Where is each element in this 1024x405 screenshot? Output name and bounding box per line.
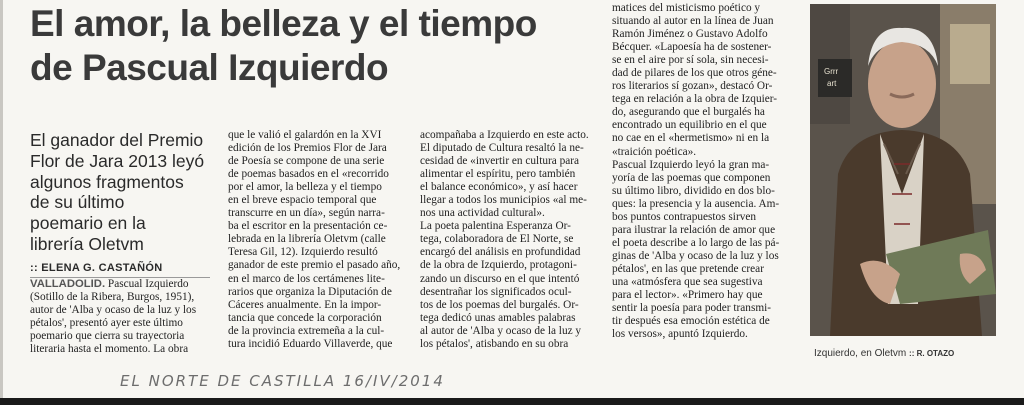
photo-sign-text: Grrr bbox=[824, 67, 839, 76]
body-line: que le valió el galardón en la XVI bbox=[228, 129, 382, 141]
body-line: do, asegurando que el burgalés ha bbox=[612, 106, 765, 119]
text-column-3 bbox=[420, 129, 608, 351]
svg-text:art: art bbox=[827, 79, 837, 88]
body-line: el balance económico», y así hacer bbox=[420, 181, 578, 194]
body-line: dad de pilares de los que otros géne- bbox=[612, 67, 777, 80]
body-line: Bécquer. «Lapoesía ha de sostener- bbox=[612, 41, 772, 54]
subhead-line: librería Oletvm bbox=[30, 233, 144, 254]
body-line: una «atmósfera que sea sugestiva bbox=[612, 275, 763, 288]
body-line: de la provincia extremeña a la cul- bbox=[228, 324, 385, 337]
body-line: ros literarios sí gozan», destacó Or- bbox=[612, 80, 773, 93]
body-line: por el amor, la belleza y el tiempo bbox=[228, 181, 382, 194]
handwritten-source-date: EL NORTE DE CASTILLA 16/IV/2014 bbox=[120, 372, 445, 390]
body-line: en el breve espacio temporal que bbox=[228, 194, 377, 207]
body-line: el poeta describe a lo largo de las pá- bbox=[612, 236, 780, 249]
body-line: los pétalos', atisbando en su obra bbox=[420, 337, 569, 350]
body-line: ba el escritor en la presentación ce- bbox=[228, 220, 388, 233]
body-line: literaria hasta el momento. La obra bbox=[30, 343, 189, 356]
body-line: de Poesía se compone de una serie bbox=[228, 155, 385, 168]
body-line: pétalos', presentó ayer este último bbox=[30, 317, 183, 330]
body-line: Teresa Gil, 12). Izquierdo resultó bbox=[228, 246, 378, 259]
body-line: tega, colaboradora de El Norte, se bbox=[420, 233, 574, 246]
body-line: nos una actividad cultural». bbox=[420, 207, 545, 220]
body-line: rarios que organiza la Diputación de bbox=[228, 285, 392, 298]
body-line: ganador de este premio el pasado año, bbox=[228, 259, 401, 272]
body-line: encargó del análisis en profundidad bbox=[420, 246, 581, 259]
body-line: tancia que concede la corporación bbox=[228, 311, 382, 324]
body-line: autor de 'Alba y ocaso de la luz y los bbox=[30, 304, 197, 317]
subhead-line: algunos fragmentos bbox=[30, 171, 184, 192]
scan-bottom-border bbox=[0, 398, 1024, 405]
body-line: tega dedicó unas amables palabras bbox=[420, 311, 576, 324]
subhead-line: El ganador del Premio bbox=[30, 130, 204, 150]
body-line: Ramón Jiménez o Gustavo Adolfo bbox=[612, 28, 768, 41]
body-line: tos de los poemas del burgalés. Or- bbox=[420, 298, 579, 311]
author-byline: :: ELENA G. CASTAÑÓN bbox=[30, 262, 210, 278]
body-line: lebrada en la librería Oletvm (calle bbox=[228, 233, 386, 246]
body-line: en el marco de los certámenes lite- bbox=[228, 272, 385, 285]
subhead-line: de su último bbox=[30, 192, 125, 213]
body-line: ques: la presencia y la ausencia. Am- bbox=[612, 197, 780, 210]
text-column-4 bbox=[612, 2, 802, 341]
body-line bbox=[30, 278, 220, 291]
article-headline bbox=[30, 2, 610, 90]
subhead-line: Flor de Jara 2013 leyó bbox=[30, 150, 205, 171]
body-line: sentir la poesía para poder transmi- bbox=[612, 302, 772, 315]
subhead-line: poemario en la bbox=[30, 213, 146, 234]
headline-line-2: de Pascual Izquierdo bbox=[30, 47, 389, 88]
headline-line-1: El amor, la belleza y el tiempo bbox=[30, 3, 537, 44]
body-line: matices del misticismo poético y bbox=[612, 2, 761, 14]
body-line: Pascual Izquierdo leyó la gran ma- bbox=[612, 158, 770, 171]
body-line: los versos», apuntó Izquierdo. bbox=[612, 328, 748, 341]
body-line: ginas de 'Alba y ocaso de la luz y los bbox=[612, 249, 779, 262]
body-line: de poemas basados en el «recorrido bbox=[228, 168, 389, 181]
body-line: de la obra de Izquierdo, protagoni- bbox=[420, 259, 577, 272]
body-line: situando al autor en la línea de Juan bbox=[612, 15, 774, 28]
body-line: desentrañar los significados ocul- bbox=[420, 285, 572, 298]
body-line: La poeta palentina Esperanza Or- bbox=[420, 220, 571, 233]
body-line: su último libro, dividido en dos blo- bbox=[612, 184, 775, 197]
photo-caption bbox=[814, 348, 1004, 359]
body-line: transcurre en un día», según narra- bbox=[228, 207, 385, 220]
article-subheadline bbox=[30, 130, 215, 255]
clipping-edge bbox=[0, 0, 3, 405]
text-column-1 bbox=[30, 278, 220, 356]
dateline-city: VALLADOLID. bbox=[30, 278, 106, 290]
body-line: tega en relación a la obra de Izquier- bbox=[612, 93, 778, 106]
body-line: alimentar el espíritu, pero también bbox=[420, 168, 576, 181]
body-line: zando un discurso en el que intentó bbox=[420, 272, 580, 285]
body-line: para ilustrar la relación de amor que bbox=[612, 223, 776, 236]
body-line: Cáceres anualmente. En la impor- bbox=[228, 298, 382, 311]
body-line: encontrado un equilibrio en el que bbox=[612, 119, 767, 132]
photo-credit: :: R. OTAZO bbox=[909, 349, 955, 358]
body-line: poemario que cierra su trayectoria bbox=[30, 330, 185, 343]
body-line: pétalos', en las que pretende crear bbox=[612, 262, 764, 275]
body-line: al autor de 'Alba y ocaso de la luz y bbox=[420, 324, 582, 337]
text-column-2 bbox=[228, 129, 416, 351]
body-line: tir después esa emoción estética de bbox=[612, 315, 770, 328]
body-line: yoría de las poemas que componen bbox=[612, 171, 771, 184]
body-line: se en el aire por sí sola, sin necesi- bbox=[612, 54, 769, 67]
body-line: (Sotillo de la Ribera, Burgos, 1951), bbox=[30, 291, 195, 304]
author-photo bbox=[810, 4, 996, 336]
caption-text: Izquierdo, en Oletvm bbox=[814, 348, 907, 359]
photo-illustration bbox=[810, 4, 996, 336]
body-line: bos puntos contrapuestos sirven bbox=[612, 210, 757, 223]
body-line: acompañaba a Izquierdo en este acto. bbox=[420, 129, 589, 141]
body-line: no cae en el «hermetismo» ni en la bbox=[612, 132, 770, 145]
body-line: cesidad de «invertir en cultura para bbox=[420, 155, 580, 168]
body-line: para el lector». «Primero hay que bbox=[612, 289, 763, 302]
body-line: llegar a todos los municipios «al me- bbox=[420, 194, 587, 207]
body-line: «traición poética». bbox=[612, 145, 697, 158]
body-line: edición de los Premios Flor de Jara bbox=[228, 142, 387, 155]
body-line: El diputado de Cultura resaltó la ne- bbox=[420, 142, 584, 155]
body-line-text: Pascual Izquierdo bbox=[105, 278, 189, 290]
body-line: tura incidió Eduardo Villaverde, que bbox=[228, 337, 393, 350]
